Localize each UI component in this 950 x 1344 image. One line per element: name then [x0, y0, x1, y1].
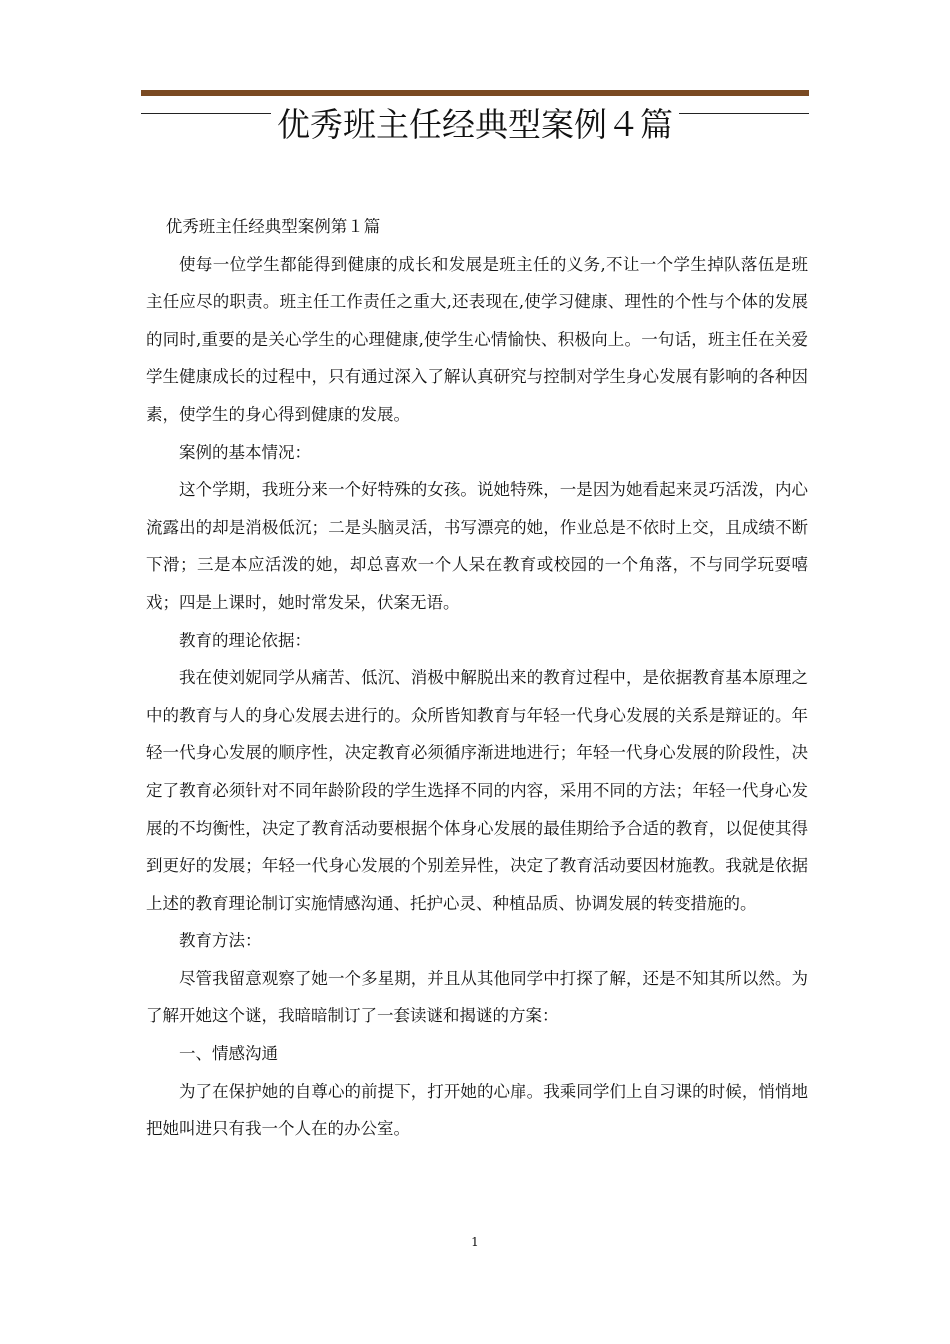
paragraph: 这个学期，我班分来一个好特殊的女孩。说她特殊，一是因为她看起来灵巧活泼，内心流露出的却是消极低沉；二是头脑灵活，书写漂亮的她，作业总是不依时上交，且成绩不断下滑；三是本应活泼的她，却总喜欢一个人呆在教育或校园的一个角落，不与同学玩耍嘻戏；四是上课时，她时常发呆，伏案无语。	[146, 480, 808, 612]
paragraph: 为了在保护她的自尊心的前提下，打开她的心扉。我乘同学们上自习课的时候，悄悄地把她叫进只有我一个人在的办公室。	[146, 1081, 808, 1139]
paragraph: 一、情感沟通	[179, 1044, 278, 1064]
document-title	[0, 100, 950, 150]
paragraph: 使每一位学生都能得到健康的成长和发展是班主任的义务,不让一个学生掉队落伍是班主任应尽的职责。班主任工作责任之重大,还表现在,使学习健康、理性的个性与个体的发展的同时,重要的是关心学生的心理健康,使学生心情愉快、积极向上。一句话，班主任在关爱学生健康成长的过程中，只有通过深入了解认真研究与控制对学生身心发展有影响的各种因素，使学生的身心得到健康的发展。	[146, 254, 808, 424]
paragraph: 教育的理论依据：	[179, 630, 311, 650]
section-subtitle: 优秀班主任经典型案例第１篇	[165, 217, 381, 236]
paragraph: 尽管我留意观察了她一个多星期，并且从其他同学中打探了解，还是不知其所以然。为了解开她这个谜，我暗暗制订了一套读谜和揭谜的方案：	[146, 968, 808, 1026]
document-title-text: 优秀班主任经典型案例４篇	[271, 105, 679, 144]
page-number: 1	[471, 1235, 479, 1249]
paragraph: 案例的基本情况：	[179, 442, 311, 462]
paragraph: 我在使刘妮同学从痛苦、低沉、消极中解脱出来的教育过程中，是依据教育基本原理之中的教育与人的身心发展去进行的。众所皆知教育与年轻一代身心发展的关系是辩证的。年轻一代身心发展的顺序性，决定教育必须循序渐进地进行；年轻一代身心发展的阶段性，决定了教育必须针对不同年龄阶段的学生选择不同的内容，采用不同的方法；年轻一代身心发展的不均衡性，决定了教育活动要根据个体身心发展的最佳期给予合适的教育，以促使其得到更好的发展；年轻一代身心发展的个别差异性，决定了教育活动要因材施教。我就是依据上述的教育理论制订实施情感沟通、托护心灵、种植品质、协调发展的转变措施的。	[146, 668, 808, 913]
document-body	[146, 208, 808, 1148]
paragraph: 教育方法：	[179, 931, 262, 951]
header-rule-thick	[141, 90, 809, 96]
